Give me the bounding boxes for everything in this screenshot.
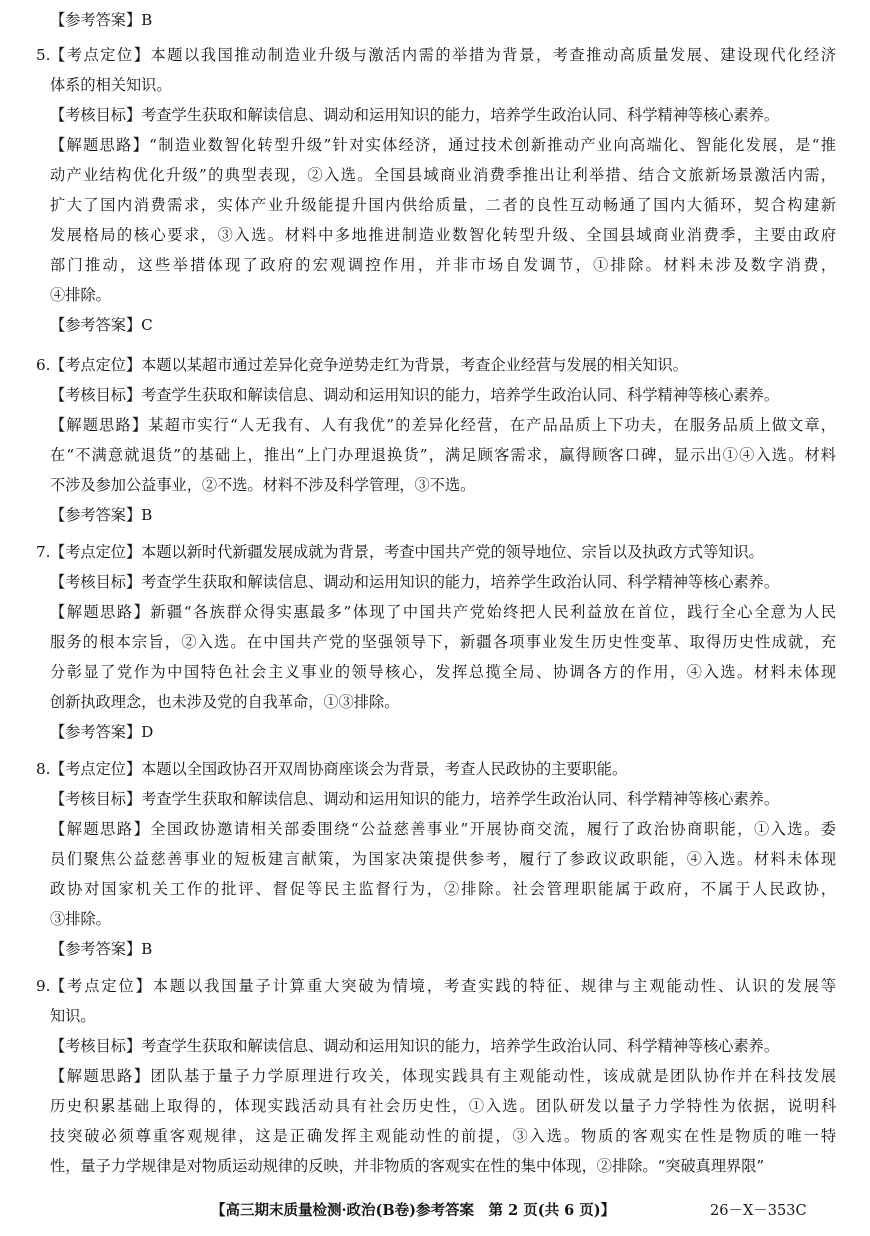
text-line: 知识。 <box>50 1007 96 1025</box>
question-number: 9. <box>36 977 51 995</box>
text-row <box>36 904 836 934</box>
text-line: 发展格局的核心要求，③入选。材料中多地推进制造业数智化转型升级、全国县域商业消费季，主要由政府 <box>50 226 836 244</box>
text-line: 【考点定位】本题以新时代新疆发展成就为背景，考查中国共产党的领导地位、宗旨以及执政方式等知识。 <box>50 543 764 561</box>
text-row <box>36 717 836 747</box>
text-line: 技突破必须尊重客观规律，这是正确发挥主观能动性的前提，③入选。物质的客观实在性是物质的唯一特 <box>50 1127 836 1145</box>
text-row <box>36 380 836 410</box>
text-row <box>36 844 836 874</box>
text-line: 部门推动，这些举措体现了政府的宏观调控作用，并非市场自发调节，①排除。材料未涉及数字消费， <box>50 256 836 274</box>
text-line: 【考核目标】考查学生获取和解读信息、调动和运用知识的能力，培养学生政治认同、科学精神等核心素养。 <box>50 573 779 591</box>
text-row <box>36 1091 836 1121</box>
text-line: 员们聚焦公益慈善事业的短板建言献策，为国家决策提供参考，履行了参政议政职能，④入选。材料未体现 <box>50 850 836 868</box>
text-row <box>36 657 836 687</box>
text-row <box>36 40 836 70</box>
text-line: 【参考答案】C <box>50 316 153 334</box>
text-row <box>36 280 836 310</box>
text-row <box>36 537 836 567</box>
text-line: 【考点定位】本题以某超市通过差异化竞争逆势走红为背景，考查企业经营与发展的相关知识。 <box>50 356 688 374</box>
text-row <box>36 410 836 440</box>
question-number: 8. <box>36 760 51 778</box>
question-number: 6. <box>36 356 51 374</box>
text-row <box>36 1031 836 1061</box>
text-line: 【考核目标】考查学生获取和解读信息、调动和运用知识的能力，培养学生政治认同、科学精神等核心素养。 <box>50 1037 779 1055</box>
text-row <box>36 784 836 814</box>
text-line: 体系的相关知识。 <box>50 76 172 94</box>
text-line: 【考核目标】考查学生获取和解读信息、调动和运用知识的能力，培养学生政治认同、科学精神等核心素养。 <box>50 106 779 124</box>
text-row <box>36 597 836 627</box>
text-line: 【考点定位】本题以我国推动制造业升级与激活内需的举措为背景，考查推动高质量发展、建设现代化经济 <box>50 46 836 64</box>
text-row <box>36 687 836 717</box>
text-row <box>36 100 836 130</box>
text-line: 【参考答案】B <box>50 940 153 958</box>
text-line: 分彰显了党作为中国特色社会主义事业的领导核心，发挥总揽全局、协调各方的作用，④入选。材料未体现 <box>50 663 836 681</box>
text-row <box>36 1061 836 1091</box>
question-number: 5. <box>36 46 51 64</box>
question-5 <box>36 40 836 340</box>
answer-line: 【参考答案】B <box>50 11 153 29</box>
text-row <box>36 934 836 964</box>
text-row <box>36 130 836 160</box>
text-row <box>36 220 836 250</box>
text-line: 创新执政理念，也未涉及党的自我革命，①③排除。 <box>50 693 400 711</box>
text-line: 政协对国家机关工作的批评、督促等民主监督行为，②排除。社会管理职能属于政府，不属于人民政协， <box>50 880 836 898</box>
page-footer <box>0 1196 870 1226</box>
text-row <box>36 310 836 340</box>
question-6 <box>36 350 836 530</box>
text-line: 动产业结构优化升级”的典型表现，②入选。全国县域商业消费季推出让利举措、结合文旅新场景激活内需， <box>50 166 836 184</box>
text-line: 【解题思路】某超市实行“人无我有、人有我优”的差异化经营，在产品品质上下功夫，在服务品质上做文章， <box>50 416 836 434</box>
text-row <box>36 250 836 280</box>
top-answer-block <box>36 5 836 35</box>
text-row <box>36 754 836 784</box>
text-line: 服务的根本宗旨，②入选。在中国共产党的坚强领导下，新疆各项事业发生历史性变革、取得历史性成就，充 <box>50 633 836 651</box>
text-line: 【考点定位】本题以我国量子计算重大突破为情境，考查实践的特征、规律与主观能动性、认识的发展等 <box>50 977 836 995</box>
text-line: 在“不满意就退货”的基础上，推出“上门办理退换货”，满足顾客需求，赢得顾客口碑，显示出①④入选。材料 <box>50 446 836 464</box>
text-line: 历史积累基础上取得的，体现实践活动具有社会历史性，①入选。团队研发以量子力学特性为依据，说明科 <box>50 1097 836 1115</box>
text-row <box>36 160 836 190</box>
text-line: 【考点定位】本题以全国政协召开双周协商座谈会为背景，考查人民政协的主要职能。 <box>50 760 628 778</box>
text-row <box>36 70 836 100</box>
text-line: 扩大了国内消费需求，实体产业升级能提升国内供给质量，二者的良性互动畅通了国内大循环，契合构建新 <box>50 196 836 214</box>
text-row <box>36 627 836 657</box>
text-line: 【参考答案】B <box>50 506 153 524</box>
question-number: 7. <box>36 543 51 561</box>
text-row <box>36 971 836 1001</box>
text-line: ③排除。 <box>50 910 111 928</box>
text-line: 不涉及参加公益事业，②不选。材料不涉及科学管理，③不选。 <box>50 476 476 494</box>
text-row <box>36 1151 836 1181</box>
text-line: 性，量子力学规律是对物质运动规律的反映，并非物质的客观实在性的集中体现，②排除。“突破真理界限” <box>50 1157 765 1175</box>
question-9 <box>36 971 836 1181</box>
text-line: 【参考答案】D <box>50 723 154 741</box>
text-row <box>36 190 836 220</box>
text-line: 【考核目标】考查学生获取和解读信息、调动和运用知识的能力，培养学生政治认同、科学精神等核心素养。 <box>50 790 779 808</box>
text-row <box>36 440 836 470</box>
footer-title: 【高三期末质量检测·政治(B卷)参考答案 第 2 页(共 6 页)】 <box>211 1202 616 1219</box>
text-row <box>36 350 836 380</box>
question-8 <box>36 754 836 964</box>
text-row <box>36 1121 836 1151</box>
text-row <box>36 814 836 844</box>
text-line: 【解题思路】团队基于量子力学原理进行攻关，体现实践具有主观能动性，该成就是团队协作并在科技发展 <box>50 1067 836 1085</box>
text-row <box>36 1001 836 1031</box>
text-line: 【考核目标】考查学生获取和解读信息、调动和运用知识的能力，培养学生政治认同、科学精神等核心素养。 <box>50 386 779 404</box>
text-line: 【解题思路】“制造业数智化转型升级”针对实体经济，通过技术创新推动产业向高端化、智能化发展，是“推 <box>50 136 836 154</box>
text-row <box>36 500 836 530</box>
text-line: ④排除。 <box>50 286 111 304</box>
footer-code: 26－X－353C <box>710 1203 807 1219</box>
text-row <box>36 874 836 904</box>
text-row <box>36 470 836 500</box>
text-row <box>36 567 836 597</box>
text-line: 【解题思路】全国政协邀请相关部委围绕“公益慈善事业”开展协商交流，履行了政治协商职能，①入选。委 <box>50 820 836 838</box>
text-line: 【解题思路】新疆“各族群众得实惠最多”体现了中国共产党始终把人民利益放在首位，践行全心全意为人民 <box>50 603 836 621</box>
question-7 <box>36 537 836 747</box>
